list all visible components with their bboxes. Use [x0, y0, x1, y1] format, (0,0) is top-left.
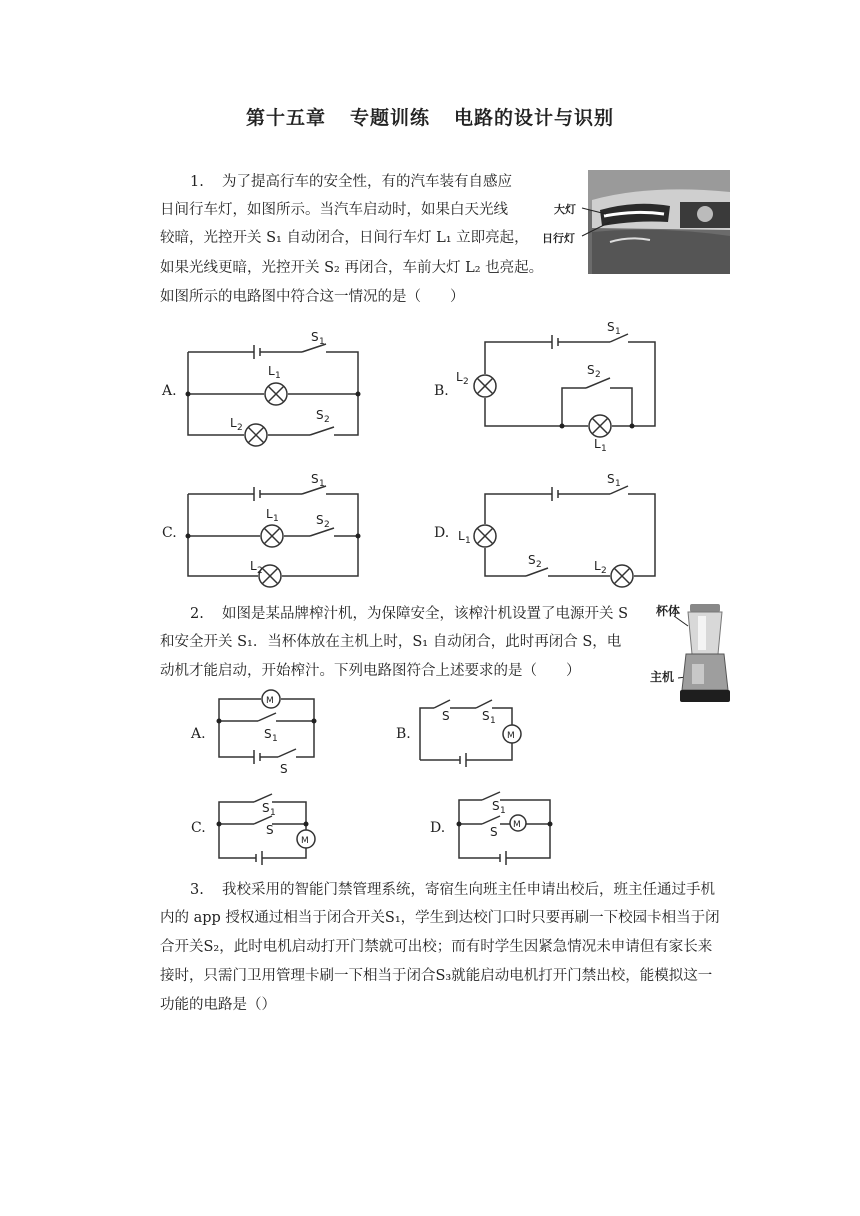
label-n1: 1: [319, 479, 325, 489]
label-l: L: [268, 364, 275, 378]
q2-line-2: 和安全开关 S₁．当杯体放在主机上时，S₁ 自动闭合，此时再闭合 S，电: [160, 634, 622, 650]
q2-circuit-a: [214, 685, 324, 775]
label-s: S: [587, 363, 595, 377]
label-s: S: [266, 823, 274, 837]
label-s: S: [280, 762, 288, 776]
q1-option-c: C.: [162, 525, 177, 541]
motor-label: M: [513, 820, 521, 830]
label-s: S: [311, 472, 319, 486]
label-l: L: [266, 507, 273, 521]
q1-line-2: 日间行车灯，如图所示。当汽车启动时，如果白天光线: [160, 202, 508, 218]
photo-label-daylight: 日行灯: [542, 232, 575, 245]
q3-number: 3.: [190, 882, 204, 898]
motor-label: M: [266, 696, 274, 706]
label-l: L: [230, 416, 237, 430]
q1-line-1: 为了提高行车的安全性，有的汽车装有自感应: [222, 174, 512, 190]
q2-option-b: B.: [396, 726, 411, 742]
title-topic: 专题训练: [349, 107, 430, 129]
photo-label-cup: 杯体: [656, 604, 681, 618]
label-l: L: [594, 559, 601, 573]
label-n1: 1: [270, 808, 276, 818]
label-n2: 2: [257, 566, 263, 576]
q2-number: 2.: [190, 606, 204, 622]
q2-option-c: C.: [191, 820, 206, 836]
label-n2: 2: [324, 520, 330, 530]
label-s: S: [264, 727, 272, 741]
label-l: L: [594, 437, 601, 451]
q1-line-5: 如图所示的电路图中符合这一情况的是（ ）: [160, 289, 465, 305]
q1-line-4: 如果光线更暗，光控开关 S₂ 再闭合，车前大灯 L₂ 也亮起。: [160, 260, 544, 276]
label-n2: 2: [536, 560, 542, 570]
label-n1: 1: [272, 734, 278, 744]
label-s: S: [492, 799, 500, 813]
label-s: S: [442, 709, 450, 723]
title-chapter: 第十五章: [245, 107, 326, 129]
label-n1: 1: [615, 327, 621, 337]
title-subject: 电路的设计与识别: [454, 107, 615, 129]
q3-line-4: 接时，只需门卫用管理卡刷一下相当于闭合S₃就能启动电机打开门禁出校，能模拟这一: [160, 968, 713, 984]
q2-line-1: 如图是某品牌榨汁机，为保障安全，该榨汁机设置了电源开关 S: [222, 606, 629, 622]
q2-circuit-d: [454, 788, 564, 868]
label-n1: 1: [500, 806, 506, 816]
q1-circuit-a: [180, 328, 370, 448]
label-n1: 1: [615, 479, 621, 489]
photo-label-base: 主机: [650, 670, 675, 684]
q2-option-d: D.: [430, 820, 446, 836]
label-n2: 2: [595, 370, 601, 380]
q2-circuit-c: [214, 788, 324, 868]
q3-line-5: 功能的电路是（）: [160, 997, 276, 1013]
q1-number: 1.: [190, 174, 204, 190]
photo-label-headlight: 大灯: [554, 203, 576, 216]
q3-line-2: 内的 app 授权通过相当于闭合开关S₁，学生到达校门口时只要再刷一下校园卡相当于闭: [160, 910, 720, 926]
label-n1: 1: [273, 514, 279, 524]
q1-option-b: B.: [434, 383, 449, 399]
label-s: S: [490, 825, 498, 839]
q1-line-3: 较暗，光控开关 S₁ 自动闭合，日间行车灯 L₁ 立即亮起，: [160, 230, 529, 246]
q1-option-d: D.: [434, 525, 450, 541]
q3-line-3: 合开关S₂，此时电机启动打开门禁就可出校；而有时学生因紧急情况未申请但有家长来: [160, 939, 713, 955]
q2-line-3: 动机才能启动，开始榨汁。下列电路图符合上述要求的是（ ）: [160, 663, 581, 679]
label-n2: 2: [324, 415, 330, 425]
car-photo: [540, 170, 730, 274]
label-s: S: [311, 330, 319, 344]
q1-option-a: A.: [162, 383, 177, 399]
q2-option-a: A.: [191, 726, 206, 742]
label-l: L: [458, 529, 465, 543]
label-n1: 1: [465, 536, 471, 546]
q1-circuit-d: [458, 470, 670, 590]
motor-label: M: [507, 731, 515, 741]
label-n1: 1: [275, 371, 281, 381]
juicer-photo: [644, 598, 738, 708]
q1-circuit-b: [456, 318, 670, 458]
label-n2: 2: [463, 377, 469, 387]
label-s: S: [316, 408, 324, 422]
label-s: S: [528, 553, 536, 567]
label-n1: 1: [319, 337, 325, 347]
label-n2: 2: [237, 423, 243, 433]
label-s: S: [262, 801, 270, 815]
label-s: S: [482, 709, 490, 723]
label-s: S: [607, 320, 615, 334]
q1-circuit-c: [180, 470, 370, 590]
motor-label: M: [301, 836, 309, 846]
label-s: S: [607, 472, 615, 486]
label-l: L: [456, 370, 463, 384]
label-n1: 1: [490, 716, 496, 726]
label-n1: 1: [601, 444, 607, 454]
q2-circuit-b: [412, 690, 532, 770]
q3-line-1: 我校采用的智能门禁管理系统，寄宿生向班主任申请出校后，班主任通过手机: [222, 882, 715, 898]
label-l: L: [250, 559, 257, 573]
label-s: S: [316, 513, 324, 527]
label-n2: 2: [601, 566, 607, 576]
page-title: [0, 103, 860, 130]
